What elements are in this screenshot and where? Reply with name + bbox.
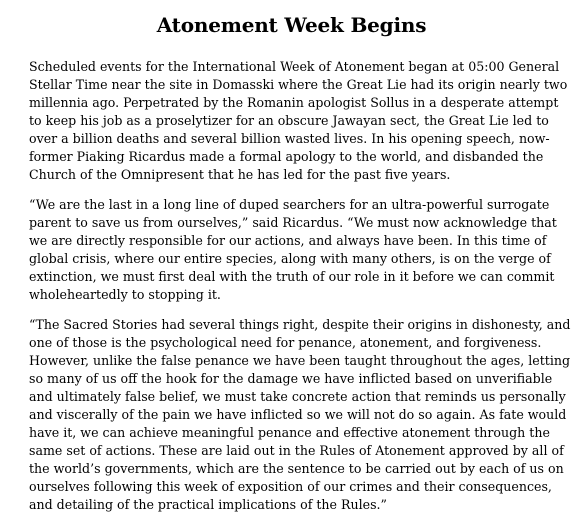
paragraph-line: to keep his job as a proselytizer for an obscure Jawayan sect, the Great Lie led to [29,113,549,128]
paragraph-line: Church of the Omnipresent that he has led for the past five years. [29,167,451,182]
paragraph-line: one of those is the psychological need for penance, atonement, and forgiveness. [29,335,542,350]
article-title: Atonement Week Begins [156,13,427,37]
paragraph-line: millennia ago. Perpetrated by the Romanin apologist Sollus in a desperate attempt [29,95,559,110]
paragraph-line: the world’s governments, which are the sentence to be carried out by each of us on [29,461,564,476]
paragraph-line: extinction, we must first deal with the truth of our role in it before we can commit [29,269,555,284]
paragraph-line: “The Sacred Stories had several things right, despite their origins in dishonesty, and [29,317,571,332]
paragraph-line: so many of us off the hook for the damage we have inflicted based on unverifiable [29,371,553,386]
paragraph-line: Scheduled events for the International Week of Atonement began at 05:00 General [29,59,560,74]
paragraph-line: and viscerally of the pain we have inflicted so we will not do so again. As fate would [29,407,567,422]
paragraph-2 [29,196,575,304]
paragraph-line: same set of actions. These are laid out in the Rules of Atonement approved by all of [29,443,564,458]
paragraph-line: and detailing of the practical implications of the Rules.” [29,497,387,512]
paragraph-line: ourselves following this week of exposition of our crimes and their consequences, [29,479,552,494]
paragraph-line: However, unlike the false penance we have been taught throughout the ages, letting [29,353,571,368]
paragraph-line: parent to save us from ourselves,” said Ricardus. “We must now acknowledge that [29,215,557,230]
paragraph-line: global crisis, where our entire species, along with many others, is on the verge of [29,251,551,266]
paragraph-3 [29,316,575,514]
paragraph-line: wholeheartedly to stopping it. [29,287,221,302]
paragraph-line: have it, we can achieve meaningful penance and effective atonement through the [29,425,550,440]
paragraph-1 [29,58,575,184]
paragraph-line: over a billion deaths and several billion wasted lives. In his opening speech, now- [29,131,550,146]
paragraph-line: we are directly responsible for our actions, and always have been. In this time of [29,233,547,248]
paragraph-line: Stellar Time near the site in Domasski where the Great Lie had its origin nearly two [29,77,568,92]
paragraph-line: former Piaking Ricardus made a formal apology to the world, and disbanded the [29,149,544,164]
paragraph-line: “We are the last in a long line of duped searchers for an ultra-powerful surrogate [29,197,550,212]
paragraph-line: and ultimately false belief, we must take concrete action that reminds us personally [29,389,566,404]
